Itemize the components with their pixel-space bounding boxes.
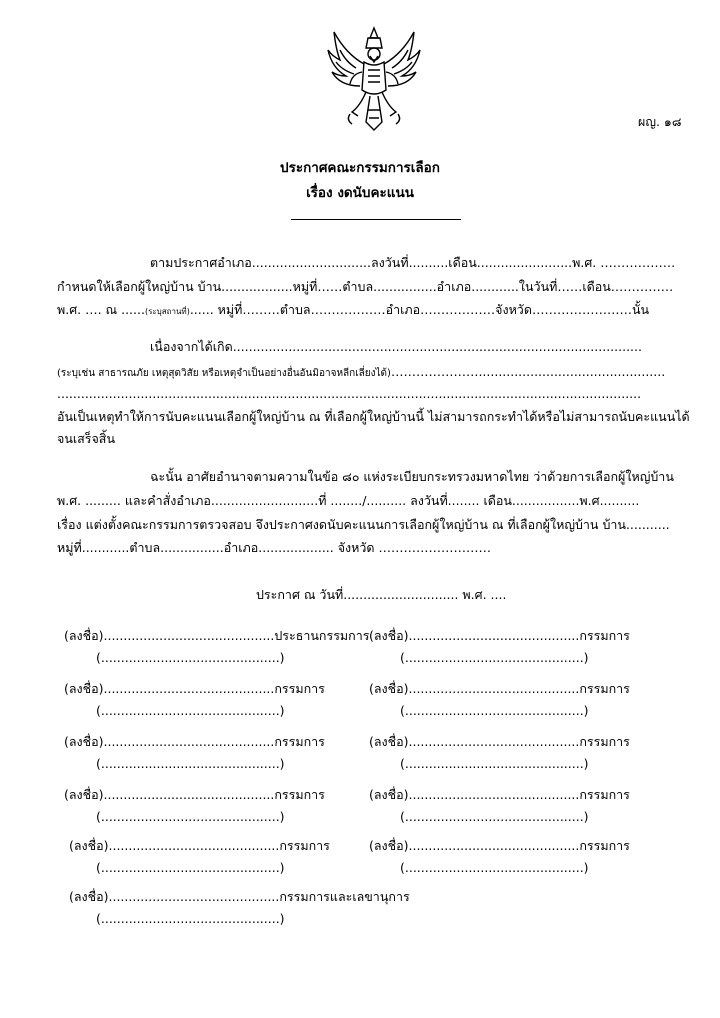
signature-line: (ลงชื่อ)...........................................ประธานกรรมการ [64, 628, 370, 643]
body-text: พ.ศ. …. ณ ...... [57, 302, 145, 317]
signature-line: (ลงชื่อ)...........................................กรรมการ [64, 681, 325, 696]
body-line: เรื่อง แต่งตั้งคณะกรรมการตรวจสอบ จึงประกาศงดนับคะแนนการเลือกผู้ใหญ่บ้าน ณ ที่เลือกผู้ใหญ่บ้าน บ้าน........... [57, 517, 670, 532]
body-line: เนื่องจากได้เกิด....................................................................................................... [150, 339, 642, 354]
printed-name-line: (.............................................) [400, 703, 589, 718]
garuda-emblem-icon [326, 26, 422, 132]
body-line: กำหนดให้เลือกผู้ใหญ่บ้าน บ้าน..................หมู่ที่……ตำบล................อำเภอ............ในวันที่……เดือน…………… [57, 279, 674, 294]
body-line: ................................................................................................................................................... [57, 386, 642, 401]
signature-line: (ลงชื่อ)...........................................กรรมการ [64, 787, 325, 802]
signature-line: (ลงชื่อ)...........................................กรรมการ [69, 838, 330, 853]
printed-name-line: (.............................................) [96, 911, 285, 926]
printed-name-line: (.............................................) [400, 809, 589, 824]
body-line: อันเป็นเหตุทำให้การนับคะแนนเลือกผู้ใหญ่บ้าน ณ ที่เลือกผู้ใหญ่บ้านนี้ ไม่สามารถกระทำได้หรือไม่สามารถนับคะแนนได้ [57, 409, 690, 424]
cause-note: (ระบุเช่น สาธารณภัย เหตุสุดวิสัย หรือเหตุจำเป็นอย่างอื่นอันมิอาจหลีกเลี่ยงได้) [57, 368, 391, 379]
printed-name-line: (.............................................) [400, 756, 589, 771]
signature-line: (ลงชื่อ)...........................................กรรมการ [64, 734, 325, 749]
body-line [57, 364, 665, 382]
printed-name-line: (.............................................) [400, 860, 589, 875]
printed-name-line: (.............................................) [96, 860, 285, 875]
printed-name-line: (.............................................) [96, 809, 285, 824]
signature-line: (ลงชื่อ)...........................................กรรมการและเลขานุการ [69, 889, 410, 904]
subject-line: เรื่อง งดนับคะแนน [306, 185, 414, 201]
form-code: ผญ. ๑๘ [638, 114, 682, 129]
body-line: หมู่ที่............ตำบล................อำเภอ................... จังหวัด ……………………… [57, 540, 491, 555]
signature-line: (ลงชื่อ)...........................................กรรมการ [369, 734, 630, 749]
printed-name-line: (.............................................) [96, 703, 285, 718]
page-title: ประกาศคณะกรรมการเลือก [280, 160, 440, 176]
place-note: (ระบุสถานที่) [144, 307, 190, 316]
announce-date: ประกาศ ณ วันที่............................. พ.ศ. .... [256, 587, 507, 602]
body-line: ตามประกาศอำเภอ..............................ลงวันที่..........เดือน........................พ.ศ. ……………… [150, 255, 676, 270]
signature-line: (ลงชื่อ)...........................................กรรมการ [369, 838, 630, 853]
printed-name-line: (.............................................) [96, 650, 285, 665]
body-line: พ.ศ. ......... และคำสั่งอำเภอ...........................ที่ ......../.......... ลงวันที่........ เดือน.................พ.ศ.......... [57, 493, 640, 508]
title-divider [291, 219, 461, 220]
body-line: จนเสร็จสิ้น [57, 431, 115, 446]
body-text: …………………............................................... [390, 364, 666, 379]
signature-line: (ลงชื่อ)...........................................กรรมการ [369, 787, 630, 802]
body-line [57, 302, 649, 320]
body-text: ...... หมู่ที่………ตำบล………………อำเภอ………………จังหวัด……………………นั้น [189, 302, 650, 317]
printed-name-line: (.............................................) [96, 756, 285, 771]
signature-line: (ลงชื่อ)...........................................กรรมการ [369, 628, 630, 643]
signature-line: (ลงชื่อ)...........................................กรรมการ [369, 681, 630, 696]
body-line: ฉะนั้น อาศัยอำนาจตามความในข้อ ๘๐ แห่งระเบียบกระทรวงมหาดไทย ว่าด้วยการเลือกผู้ใหญ่บ้าน [150, 469, 674, 484]
printed-name-line: (.............................................) [400, 650, 589, 665]
